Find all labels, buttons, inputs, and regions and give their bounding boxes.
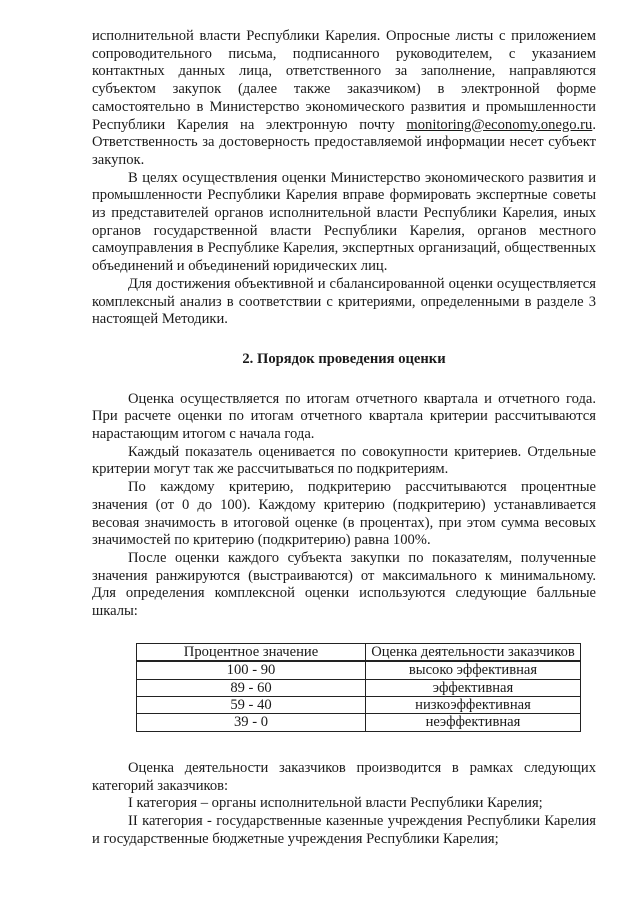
document-page xyxy=(92,28,596,848)
column-header-percent: Процентное значение xyxy=(137,643,366,661)
table-header-row xyxy=(137,643,581,661)
paragraph-survey-submission xyxy=(92,28,596,170)
table-row xyxy=(137,714,581,731)
paragraph-expert-councils: В целях осуществления оценки Министерство экономического развития и промышленности Республики Карелия вправе формировать экспертные советы из представителей органов исполнительной власти Республики Карелия, иных органов государственной власти Республики Карелия, органов местного самоуправления в Республике Карелия, экспертных организаций, общественных объединений и объединений юридических лиц. xyxy=(92,169,596,275)
table-row xyxy=(137,661,581,679)
paragraph-criteria: Каждый показатель оценивается по совокупности критериев. Отдельные критерии могут так же рассчитываться по подкритериям. xyxy=(92,443,596,478)
email-link[interactable]: monitoring@economy.onego.ru xyxy=(406,116,593,133)
percent-cell: 89 - 60 xyxy=(137,679,366,696)
rating-cell: эффективная xyxy=(366,679,581,696)
paragraph-reporting-period: Оценка осуществляется по итогам отчетного квартала и отчетного года. При расчете оценки по итогам отчетного квартала критерии рассчитываются нарастающим итогом с начала года. xyxy=(92,390,596,443)
score-scale-table xyxy=(136,643,581,732)
table-row xyxy=(137,679,581,696)
paragraph-survey-text-b: . Ответственность за достоверность предоставляемой информации несет субъект закупок. xyxy=(92,116,596,168)
paragraph-categories-intro: Оценка деятельности заказчиков производится в рамках следующих категорий заказчиков: xyxy=(92,759,596,794)
column-header-rating: Оценка деятельности заказчиков xyxy=(366,643,581,661)
rating-cell: неэффективная xyxy=(366,714,581,731)
paragraph-percent-values: По каждому критерию, подкритерию рассчитываются процентные значения (от 0 до 100). Каждому критерию (подкритерию) устанавливается весовая значимость в итоговой оценке (в процентах), при этом сумма весовых значимостей по критерию (подкритерию) равна 100%. xyxy=(92,479,596,549)
rating-cell: низкоэффективная xyxy=(366,697,581,714)
paragraph-ranking: После оценки каждого субъекта закупки по показателям, полученные значения ранжируются (выстраиваются) от максимального к минимальному. Для определения комплексной оценки используются следующие балльные шкалы: xyxy=(92,549,596,620)
percent-cell: 39 - 0 xyxy=(137,714,366,731)
section-heading: 2. Порядок проведения оценки xyxy=(242,350,446,367)
category-item-1: I категория – органы исполнительной власти Республики Карелия; xyxy=(128,795,543,812)
rating-cell: высоко эффективная xyxy=(366,661,581,679)
category-item-2: II категория - государственные казенные учреждения Республики Карелия и государственные бюджетные учреждения Республики Карелия; xyxy=(92,812,596,847)
paragraph-complex-analysis: Для достижения объективной и сбалансированной оценки осуществляется комплексный анализ в соответствии с критериями, определенными в разделе 3 настоящей Методики. xyxy=(92,275,596,328)
table-row xyxy=(137,697,581,714)
percent-cell: 59 - 40 xyxy=(137,697,366,714)
percent-cell: 100 - 90 xyxy=(137,661,366,679)
paragraph-survey-text-a: исполнительной власти Республики Карелия. Опросные листы с приложением сопроводительного письма, подписанного руководителем, с указанием контактных данных лица, ответственного за заполнение, направляются субъектом закупок (далее также заказчиком) в электронной форме самостоятельно в Министерство экономического развития и промышленности Республики Карелия на электронную почту xyxy=(92,28,596,133)
